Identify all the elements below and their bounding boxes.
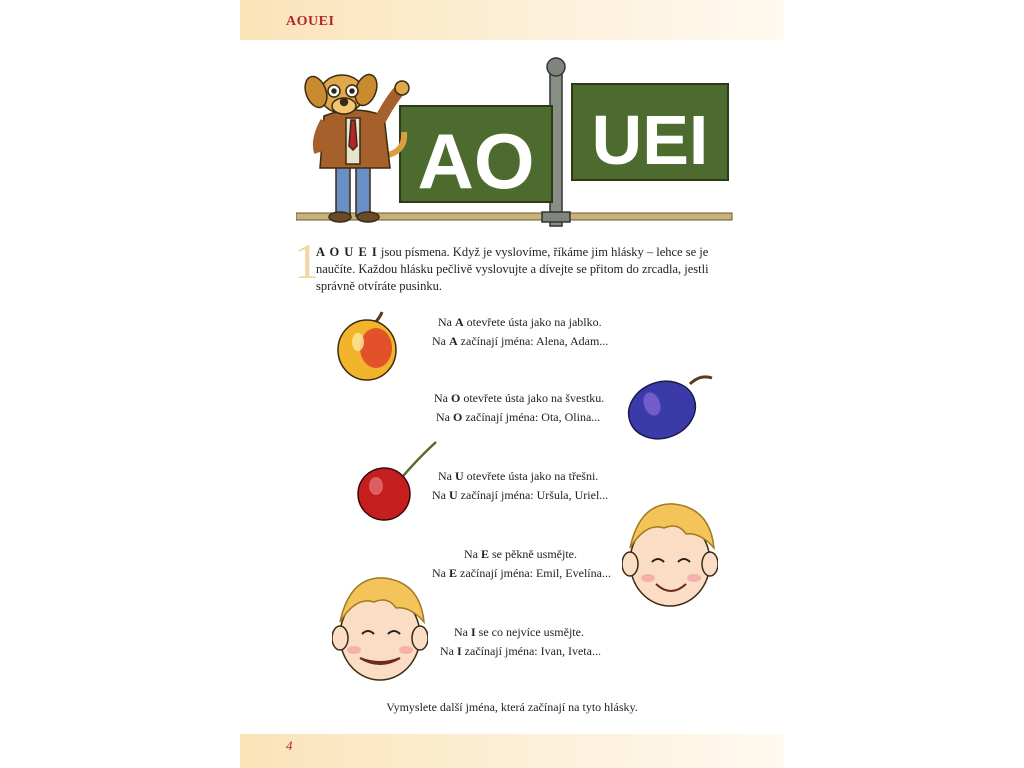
intro-bold: A O U E I [316, 245, 378, 259]
vowel-a-line2: Na A začínají jména: Alena, Adam... [432, 334, 609, 348]
hero-illustration [296, 56, 736, 232]
footer-instruction: Vymyslete další jména, která začínají na tyto hlásky. [386, 700, 638, 714]
page-number: 4 [286, 738, 293, 753]
intro-text: jsou písmena. Když je vyslovíme, říkáme jim hlásky – lehce se je naučíte. Každou hlásku pečlivě vyslovujte a dívejte se přitom do zrcadla, jestli správně otvíráte pusinku. [316, 245, 709, 293]
vowel-a-letter: A [455, 315, 464, 329]
vowel-i-line2: Na I začínají jména: Ivan, Iveta... [440, 644, 601, 658]
vowel-u-line2: Na U začínají jména: Uršula, Uriel... [432, 488, 609, 502]
vowel-i-letter: I [471, 625, 476, 639]
vowel-u-letter: U [455, 469, 464, 483]
exercise-number: 1 [294, 233, 319, 289]
vowel-e-letter: E [481, 547, 490, 561]
chapter-title: AOUEI [286, 14, 335, 29]
vowel-o-letter: O [451, 391, 461, 405]
grinning-boy-image [332, 574, 428, 686]
workbook-page [240, 0, 784, 768]
exercise-intro [316, 244, 736, 295]
vowel-o-line2: Na O začínají jména: Ota, Olina... [436, 410, 601, 424]
footer-band [240, 734, 784, 768]
sign-uei-text: UEI [591, 101, 709, 179]
vowel-e-line1: Na E se pěkně usmějte. [464, 547, 577, 561]
smiling-boy-image [622, 500, 718, 612]
apple-image [336, 304, 398, 384]
sign-ao-text: AO [417, 117, 535, 205]
vowel-a-line1: Na A otevřete ústa jako na jablko. [438, 315, 602, 329]
cherry-image [354, 434, 444, 524]
vowel-u-line1: Na U otevřete ústa jako na třešni. [438, 469, 599, 483]
dog-character [301, 72, 409, 222]
vowel-o-line1: Na O otevřete ústa jako na švestku. [434, 391, 605, 405]
plum-image [624, 372, 716, 442]
vowel-e-line2: Na E začínají jména: Emil, Evelína... [432, 566, 611, 580]
vowel-i-line1: Na I se co nejvíce usmějte. [454, 625, 584, 639]
